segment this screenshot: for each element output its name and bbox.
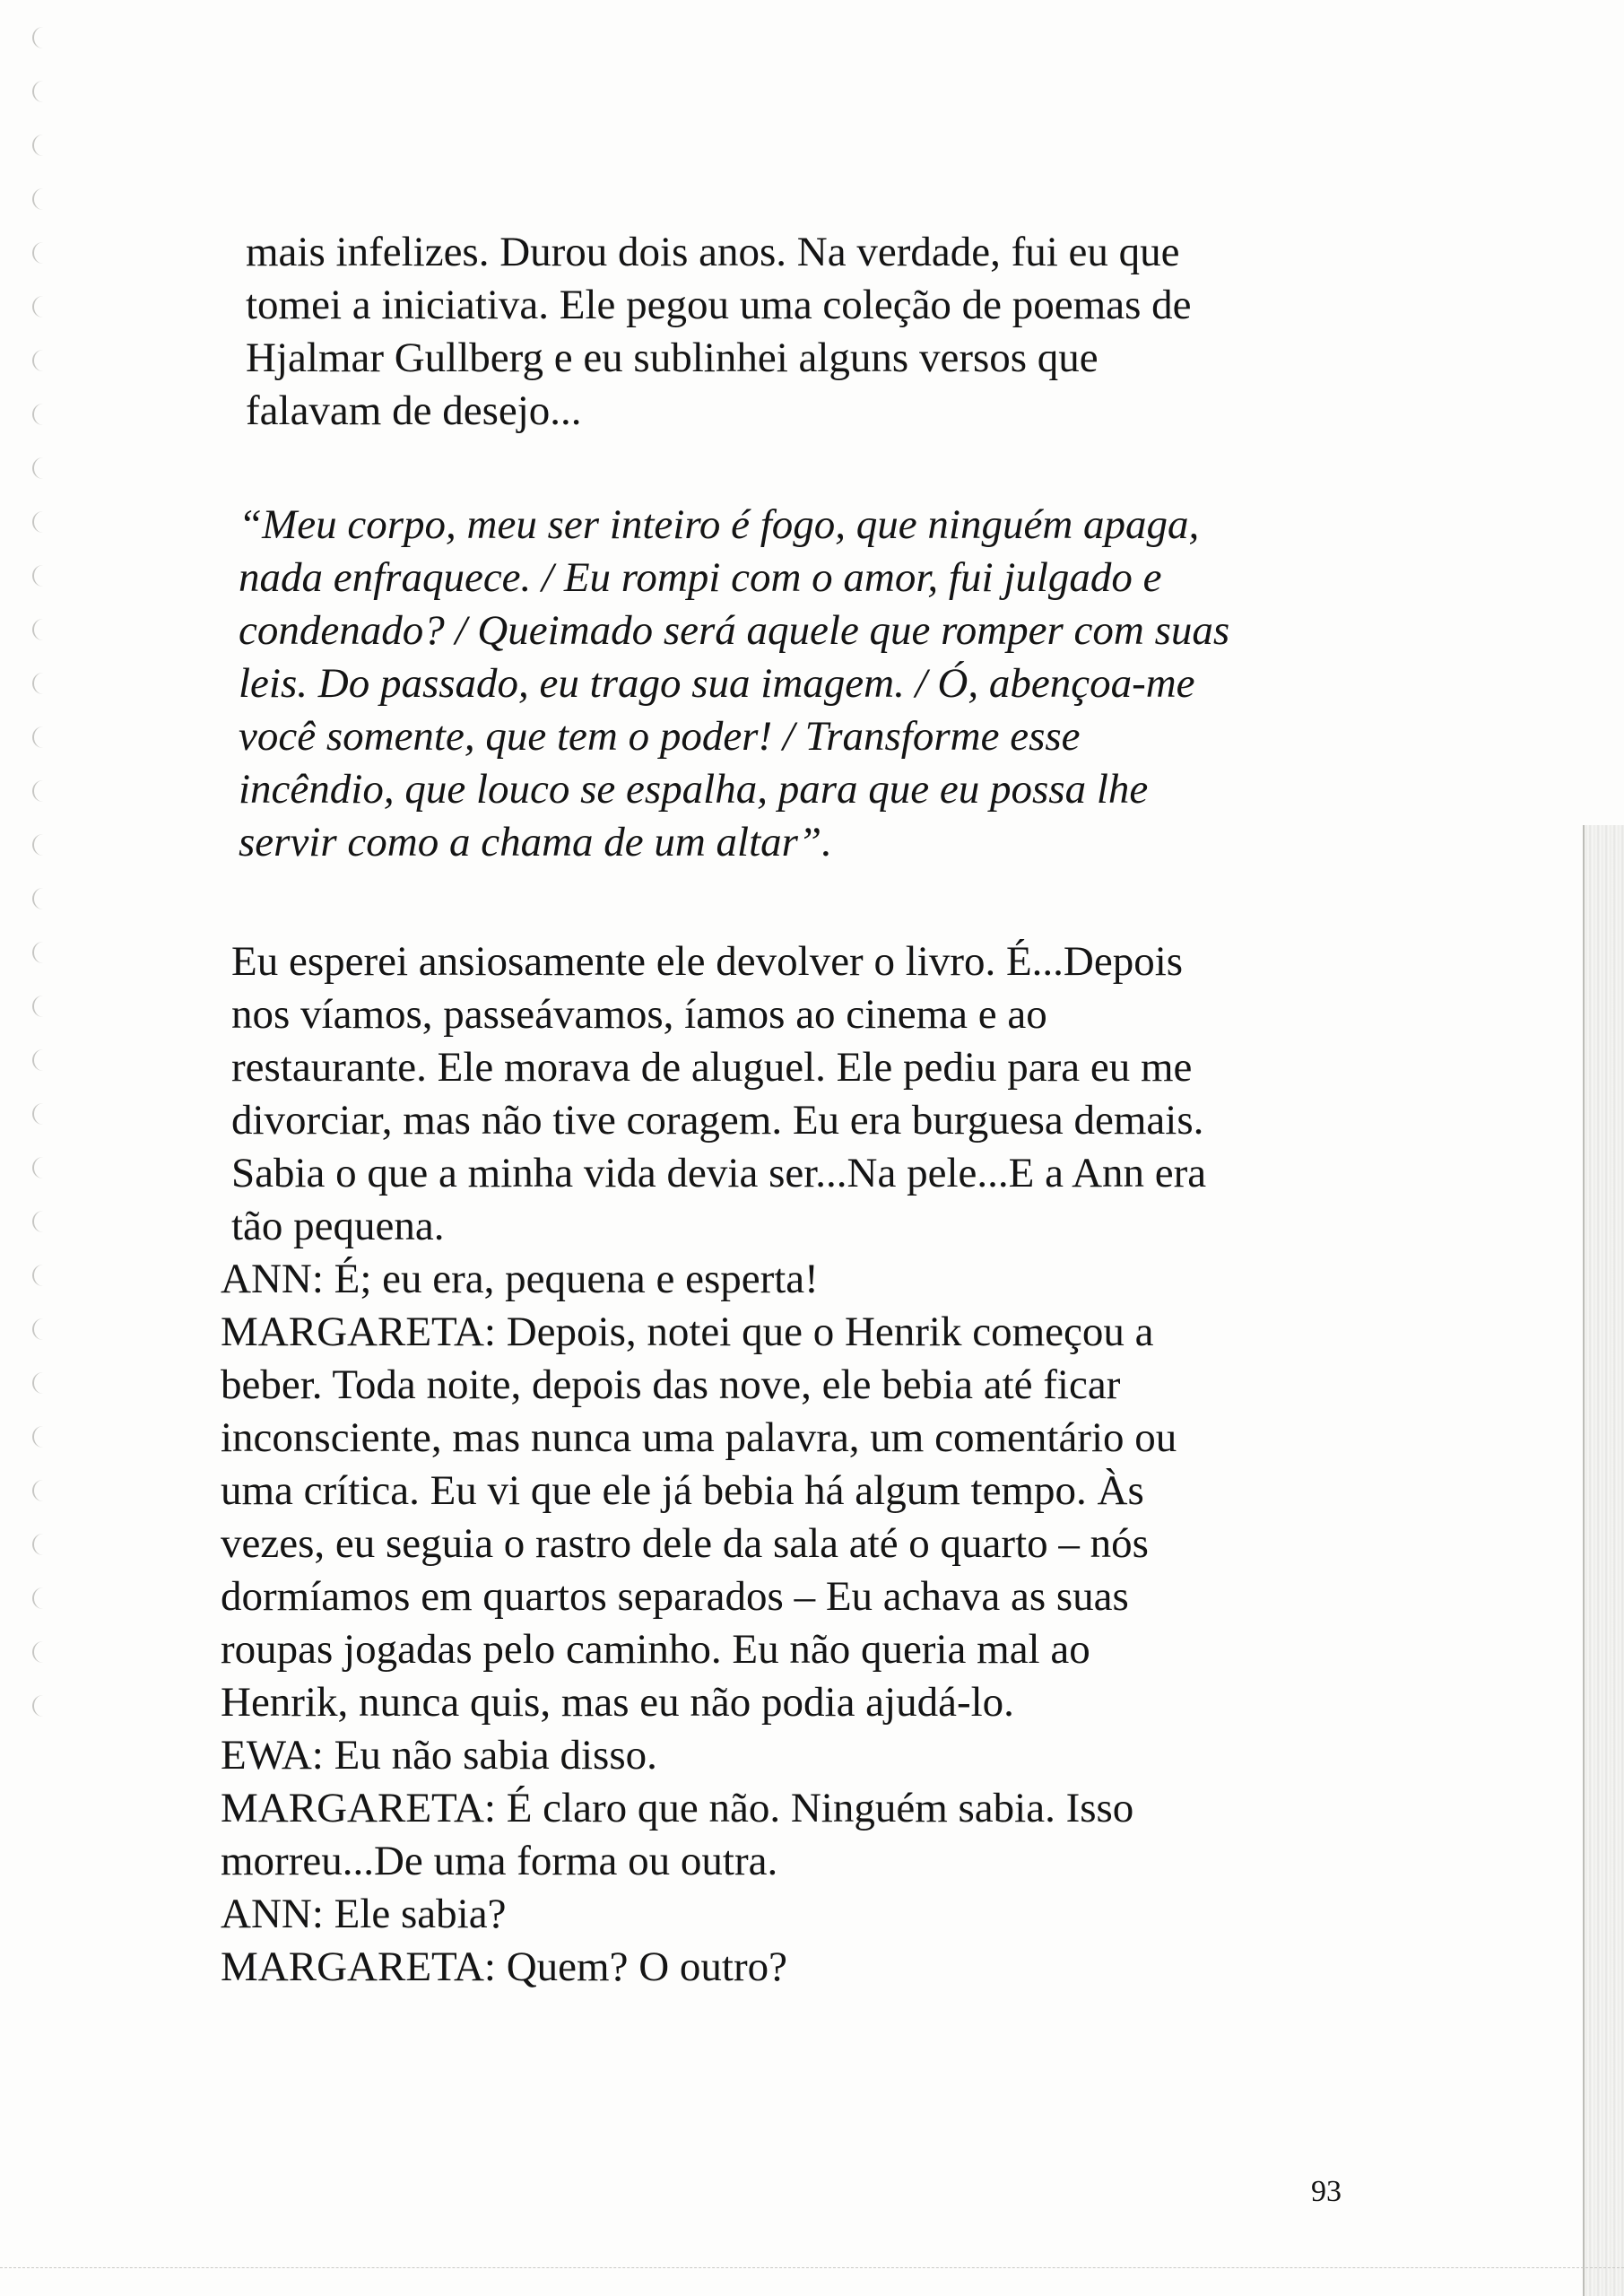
paragraph-intro: mais infelizes. Durou dois anos. Na verdade, fui eu que tomei a iniciativa. Ele pegou uma coleção de poemas de Hjalmar Gullberg e eu sublinhei alguns versos que falavam de desejo... bbox=[246, 229, 1192, 434]
bottom-scan-rule bbox=[0, 2267, 1624, 2269]
dialogue-line: ANN: Ele sabia? bbox=[221, 1891, 507, 1937]
paragraph-recollection: Eu esperei ansiosamente ele devolver o livro. É...Depois nos víamos, passeávamos, íamos ao cinema e ao restaurante. Ele morava de aluguel. Ele pediu para eu me divorciar, mas não tive coragem. Eu era burguesa demais. Sabia o que a minha vida devia ser...Na pele...E a Ann era tão pequena. bbox=[231, 938, 1207, 1249]
page-number: 93 bbox=[1311, 2175, 1342, 2208]
dialogue-line: MARGARETA: Quem? O outro? bbox=[221, 1944, 787, 1990]
scan-edge bbox=[1585, 825, 1624, 2296]
poem-quote: “Meu corpo, meu ser inteiro é fogo, que ninguém apaga, nada enfraquece. / Eu rompi com o amor, fui julgado e condenado? / Queimado será aquele que romper com suas leis. Do passado, eu trago sua imagem. / Ó, abençoa-me você somente, que tem o poder! / Transforme esse incêndio, que louco se espalha, para que eu possa lhe servir como a chama de um altar”. bbox=[239, 501, 1230, 865]
page-body bbox=[204, 226, 1397, 1994]
dialogue-line: EWA: Eu não sabia disso. bbox=[221, 1732, 657, 1779]
dialogue-line: MARGARETA: Depois, notei que o Henrik começou a beber. Toda noite, depois das nove, ele bebia até ficar inconsciente, mas nunca uma palavra, um comentário ou uma crítica. Eu vi que ele já bebia há algum tempo. Às vezes, eu seguia o rastro dele da sala até o quarto – nós dormíamos em quartos separados – Eu achava as suas roupas jogadas pelo caminho. Eu não queria mal ao Henrik, nunca quis, mas eu não podia ajudá-lo. bbox=[221, 1309, 1177, 1726]
binding-holes bbox=[32, 18, 68, 1901]
dialogue-line: ANN: É; eu era, pequena e esperta! bbox=[221, 1256, 819, 1302]
dialogue-line: MARGARETA: É claro que não. Ninguém sabia. Isso morreu...De uma forma ou outra. bbox=[221, 1785, 1134, 1884]
dialogue bbox=[204, 1253, 1395, 1994]
